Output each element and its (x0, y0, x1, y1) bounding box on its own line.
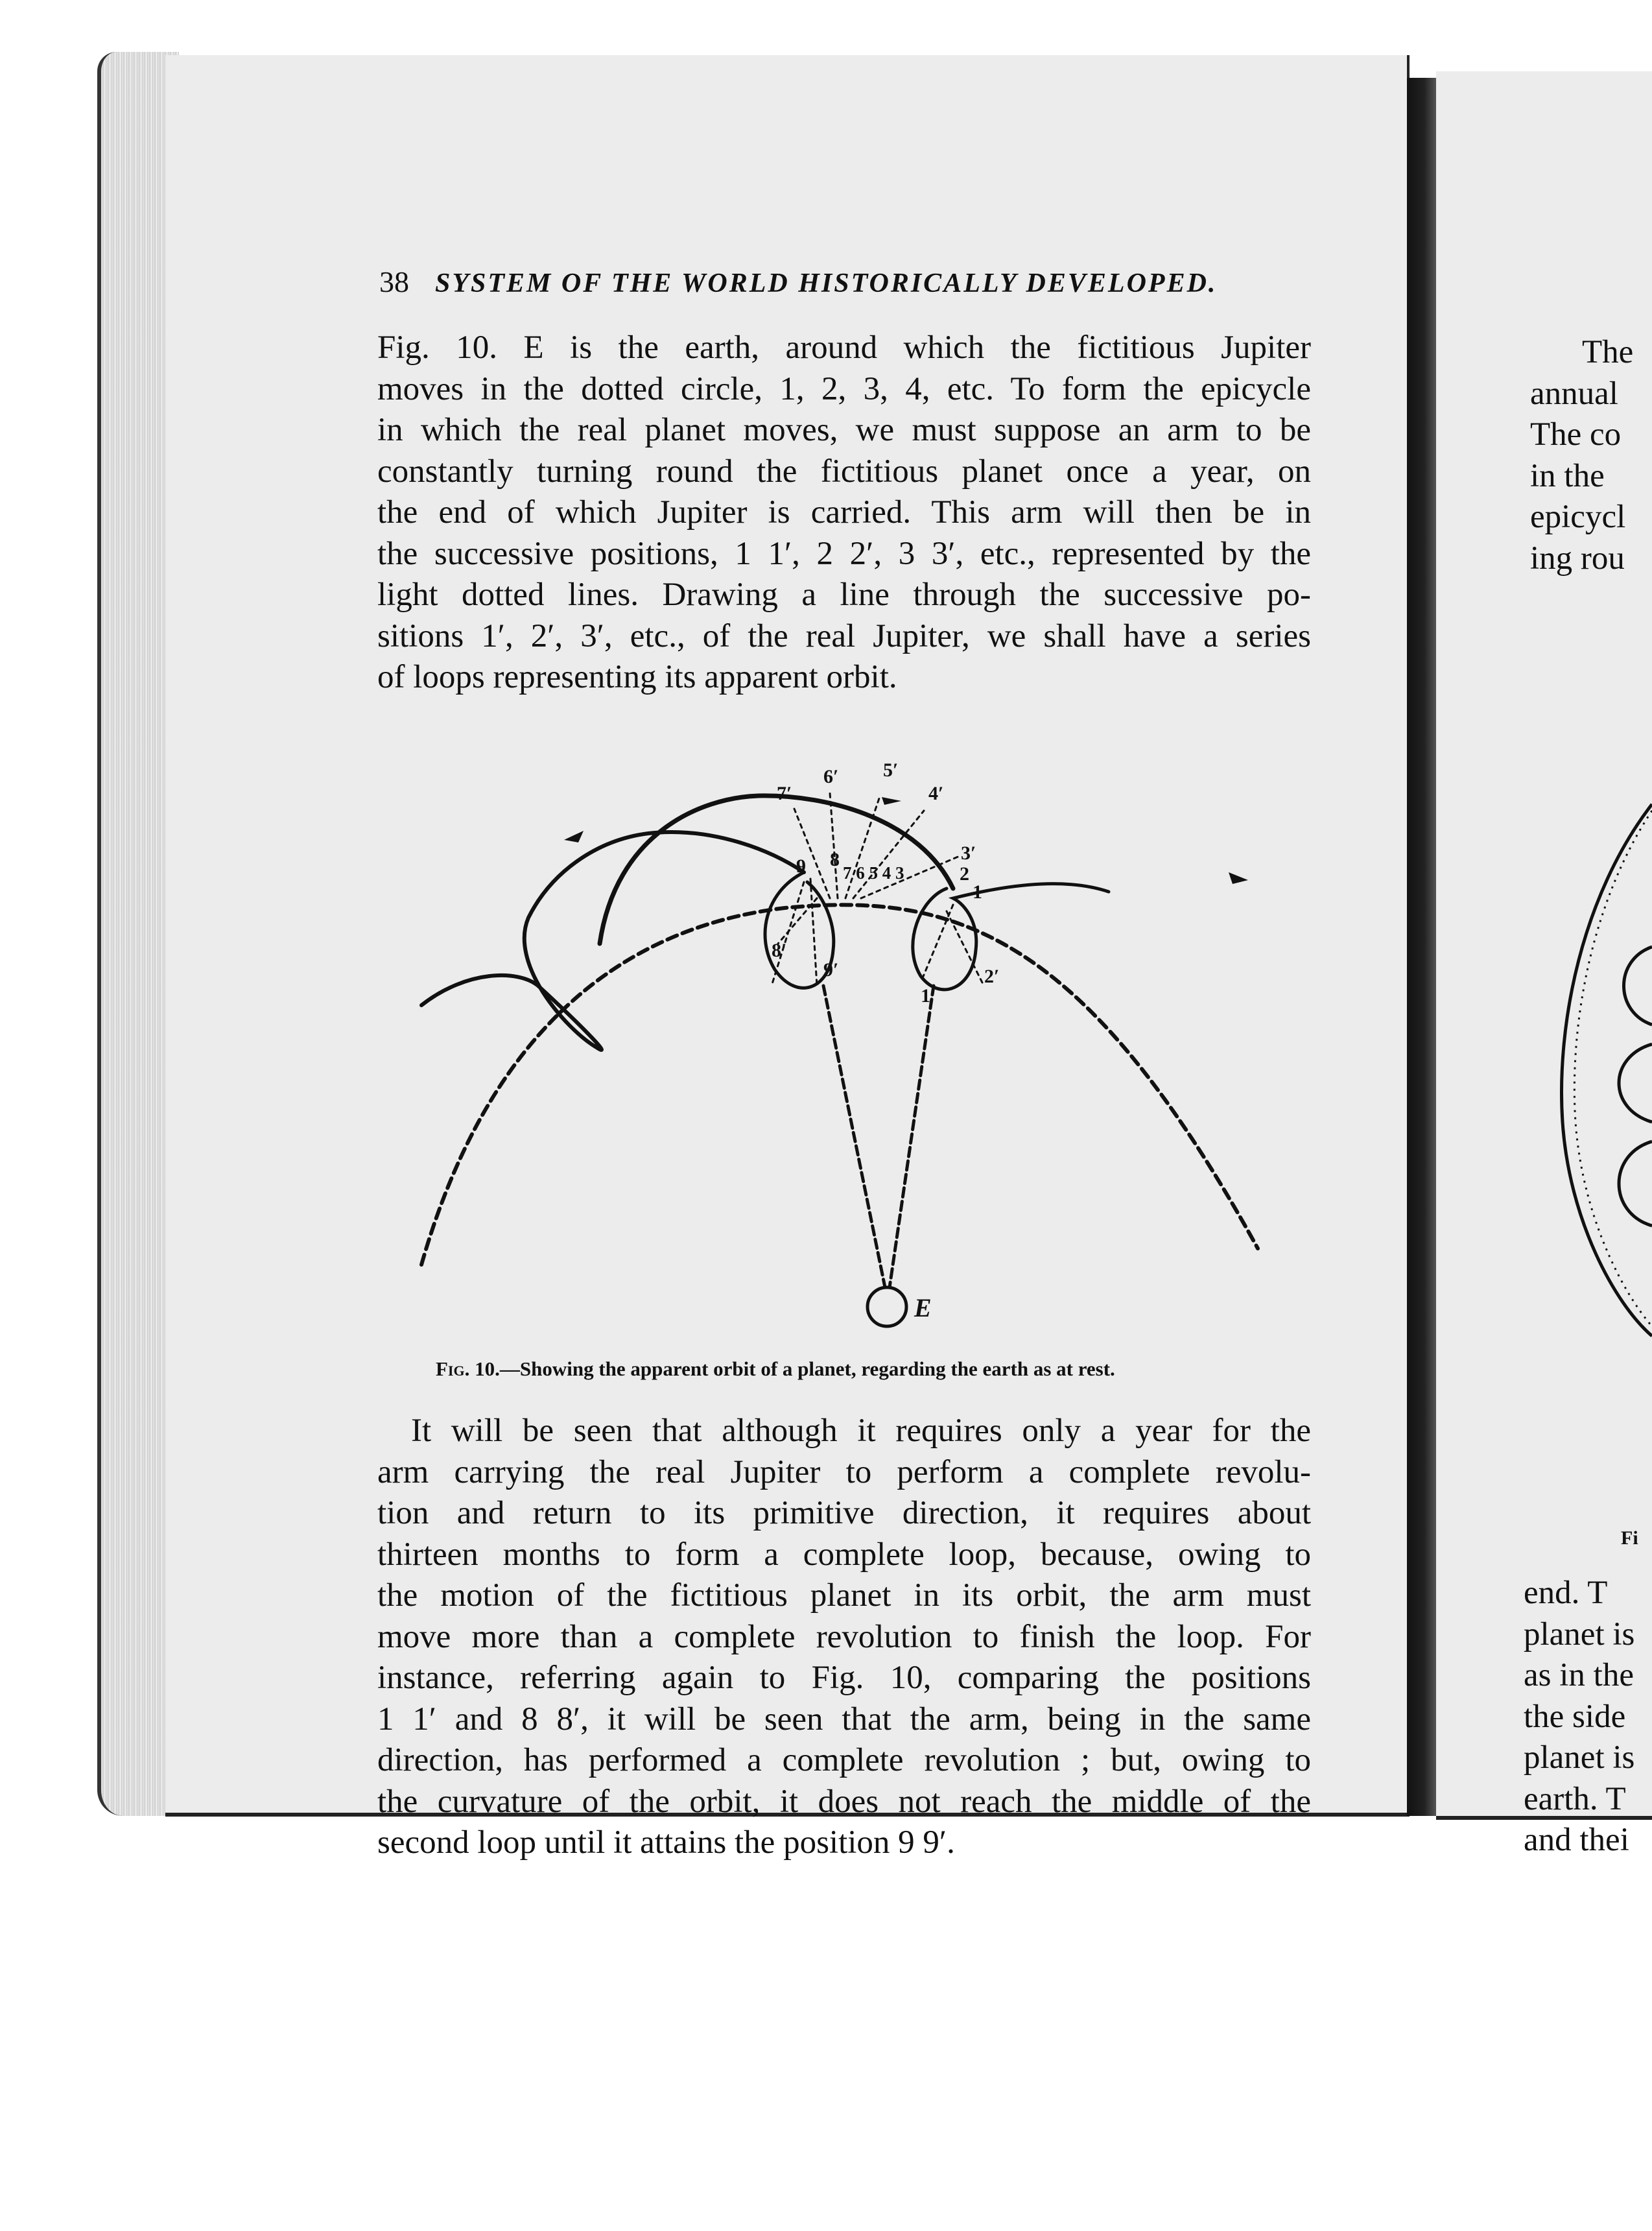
text-line: Fig. 10. E is the earth, around which the fictitious Jupiter (377, 329, 1311, 366)
text-line: of loops representing its apparent orbit. (377, 659, 897, 695)
caption-fig-label: Fig. 10. (436, 1357, 500, 1380)
apparent-orbit-figure (402, 736, 1271, 1359)
text-line: earth. T (1524, 1780, 1626, 1817)
text-line: the successive positions, 1 1′, 2 2′, 3 3′, etc., represented by the (377, 535, 1311, 572)
direction-arrow-right (1229, 872, 1248, 884)
text-line: tion and return to its primitive direction, it requires about (377, 1495, 1311, 1531)
text-line: planet is (1524, 1739, 1635, 1776)
text-line: planet is (1524, 1616, 1635, 1652)
text-line: move more than a complete revolution to finish the loop. For (377, 1618, 1311, 1655)
figure-label: 7′ (777, 783, 792, 804)
text-line: end. T (1524, 1575, 1608, 1611)
earth-circle (867, 1287, 906, 1326)
running-title: SYSTEM OF THE WORLD HISTORICALLY DEVELOPED. (435, 268, 1218, 298)
text-line: annual (1530, 375, 1618, 412)
paragraph-1 (377, 328, 1311, 698)
text-line: as in the (1524, 1657, 1634, 1693)
text-line: moves in the dotted circle, 1, 2, 3, 4, etc. To form the epicycle (377, 370, 1311, 407)
figure-label: 2′ (984, 966, 1000, 987)
text-line: constantly turning round the fictitious planet once a year, on (377, 453, 1311, 490)
dashed-deferent-arc (421, 905, 1258, 1265)
figure-label: 1′ (921, 985, 936, 1007)
book-gutter (1407, 78, 1436, 1816)
text-line: light dotted lines. Drawing a line through the successive po- (377, 577, 1311, 613)
figure-label: 7 6 5 4 3 (843, 863, 904, 883)
figure-label: 3′ (961, 842, 976, 864)
text-line: the end of which Jupiter is carried. This arm will then be in (377, 494, 1311, 531)
orbit-loop-left (421, 832, 804, 1050)
right-page-bottom-text (1524, 1573, 1634, 1861)
figure-label: 4′ (928, 783, 944, 804)
text-line: The co (1530, 416, 1622, 453)
text-line: It will be seen that although it requires only a year for the (411, 1413, 1311, 1449)
text-line: thirteen months to form a complete loop, because, owing to (377, 1536, 1311, 1573)
figure-label: 9 (796, 855, 806, 877)
direction-arrow-left (564, 831, 584, 842)
caption-text: —Showing the apparent orbit of a planet, regarding the earth as at rest. (499, 1357, 1115, 1380)
text-line: the side (1524, 1698, 1626, 1735)
figure-label: 8′ (772, 940, 787, 961)
text-line: instance, referring again to Fig. 10, comparing the positions (377, 1660, 1311, 1696)
figure-label-earth: E (914, 1293, 932, 1322)
text-line: the curvature of the orbit, it does not reach the middle of the (377, 1783, 1311, 1820)
text-line: the motion of the fictitious planet in its orbit, the arm must (377, 1577, 1311, 1614)
right-page-top-text (1530, 332, 1633, 579)
paragraph-2 (377, 1411, 1311, 1864)
text-line: second loop until it attains the position 9 9′. (377, 1824, 955, 1861)
text-line: arm carrying the real Jupiter to perform a complete revolu- (377, 1453, 1311, 1490)
text-line: epicycl (1530, 499, 1626, 535)
figure-label: 8 (830, 849, 840, 870)
orbit-loop-right (913, 884, 1109, 990)
sight-line-left (823, 986, 885, 1287)
text-line: sitions 1′, 2′, 3′, etc., of the real Jupiter, we shall have a series (377, 617, 1311, 654)
text-line: The (1582, 334, 1634, 370)
arm-lines (772, 793, 982, 986)
text-line: and thei (1524, 1822, 1629, 1858)
text-line: in which the real planet moves, we must suppose an arm to be (377, 412, 1311, 448)
figure-label: 5′ (883, 759, 899, 781)
text-line: in the (1530, 457, 1605, 494)
running-head (379, 265, 1274, 304)
text-line: direction, has performed a complete revolution ; but, owing to (377, 1742, 1311, 1778)
text-line: ing rou (1530, 540, 1625, 577)
right-page-fig-label: Fi (1621, 1527, 1638, 1549)
right-page-dial-figure (1543, 798, 1652, 1342)
figure-label: 6′ (823, 766, 839, 787)
figure-label: 9′ (823, 959, 839, 981)
text-line: 1 1′ and 8 8′, it will be seen that the arm, being in the same (377, 1700, 1311, 1737)
page-number: 38 (379, 265, 409, 298)
figure-label: 2 (960, 863, 969, 885)
figure-label: 1 (973, 881, 982, 903)
figure-caption (436, 1357, 1279, 1381)
direction-arrow-top (882, 797, 901, 805)
sight-line-right (890, 986, 934, 1287)
